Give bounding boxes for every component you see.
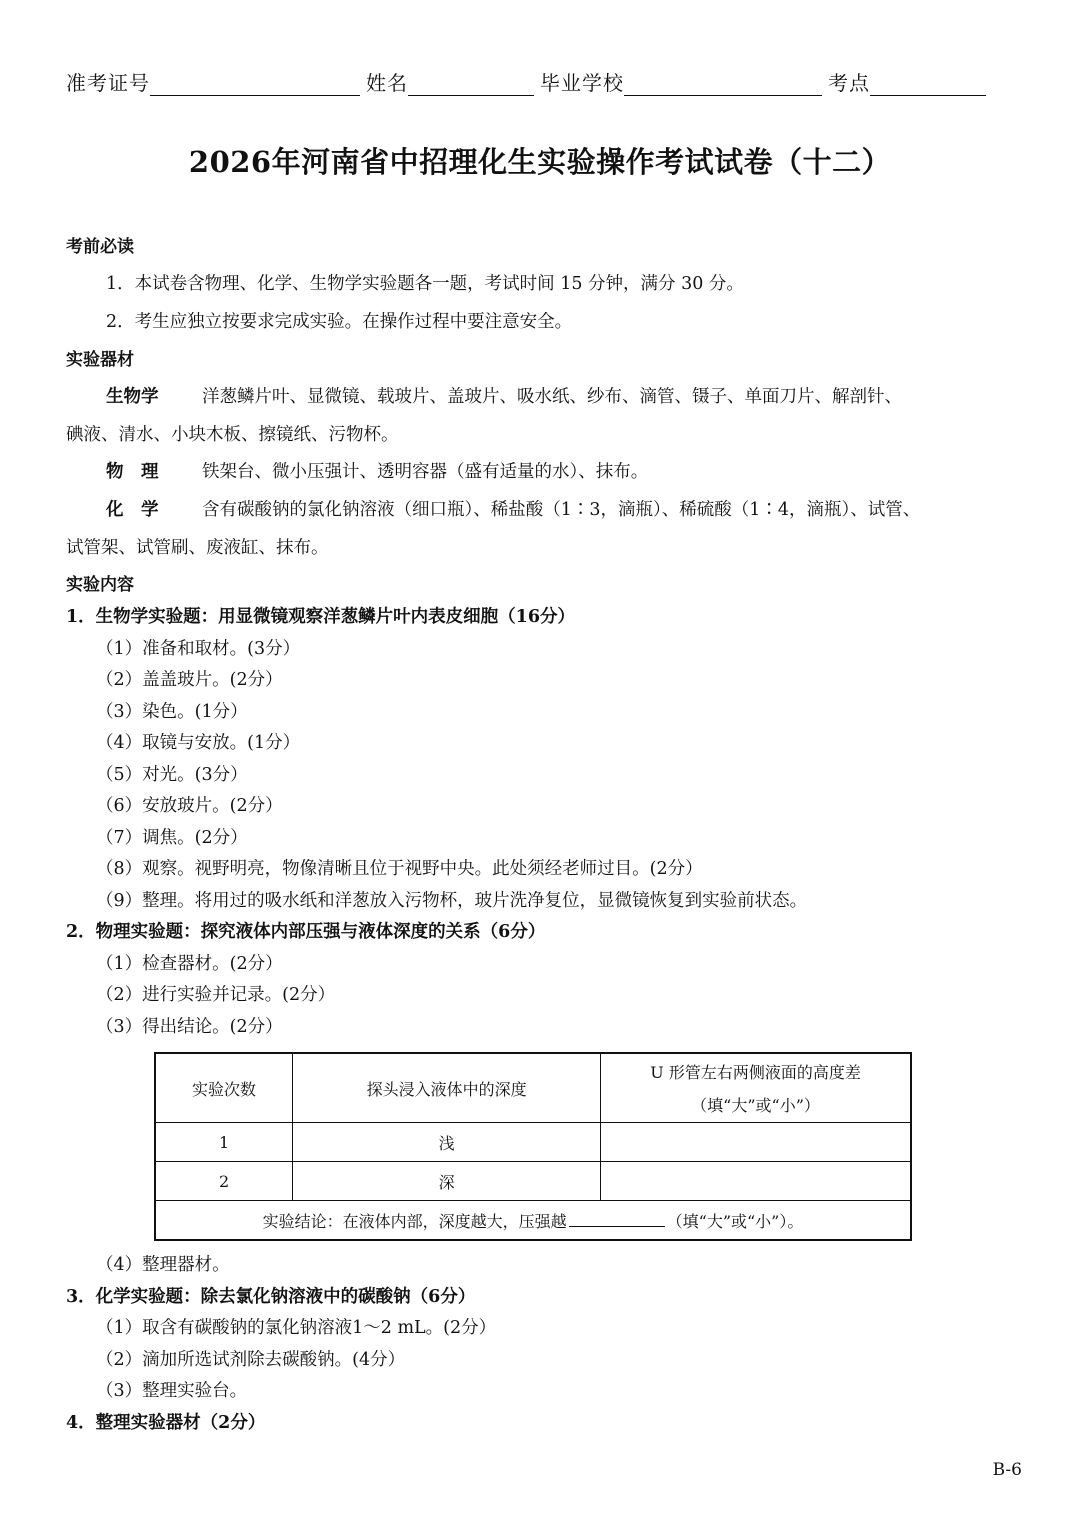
q1-title: 1．生物学实验题：用显微镜观察洋葱鳞片叶内表皮细胞（16分） <box>66 607 576 627</box>
col-height-diff-hint: （填“大”或“小”） <box>691 1096 820 1115</box>
materials-chemistry <box>106 496 920 521</box>
conclusion-cell <box>155 1201 911 1241</box>
q2-step: （2）进行实验并记录。(2分） <box>96 985 336 1005</box>
physics-label: 物 理 <box>106 462 159 482</box>
name-blank[interactable] <box>408 71 534 96</box>
q1-step: （7）调焦。(2分） <box>96 828 248 848</box>
col-height-diff-title: U 形管左右两侧液面的高度差 <box>650 1063 861 1082</box>
col-depth-header: 探头浸入液体中的深度 <box>293 1053 601 1123</box>
physics-materials-text: 铁架台、微小压强计、透明容器（盛有适量的水）、抹布。 <box>202 462 649 482</box>
q3-step: （2）滴加所选试剂除去碳酸钠。(4分） <box>96 1350 406 1370</box>
biology-materials-text: 洋葱鳞片叶、显微镜、载玻片、盖玻片、吸水纸、纱布、滴管、镊子、单面刀片、解剖针、 <box>202 387 902 407</box>
biology-label: 生物学 <box>106 387 159 407</box>
page-number: B-6 <box>992 1460 1022 1480</box>
q3-step: （1）取含有碳酸钠的氯化钠溶液1～2 mL。(2分） <box>96 1318 497 1338</box>
candidate-info-row <box>66 66 1018 96</box>
q2-title: 2．物理实验题：探究液体内部压强与液体深度的关系（6分） <box>66 922 546 942</box>
conclusion-row <box>155 1201 911 1241</box>
trial-number: 2 <box>155 1162 293 1201</box>
name-label: 姓名 <box>366 71 408 95</box>
table-row <box>155 1123 911 1162</box>
conclusion-text: 实验结论：在液体内部，深度越大，压强越 <box>262 1211 567 1231</box>
site-label: 考点 <box>828 71 870 95</box>
q4-title: 4．整理实验器材（2分） <box>66 1413 266 1433</box>
q1-step: （9）整理。将用过的吸水纸和洋葱放入污物杯，玻片洗净复位，显微镜恢复到实验前状态。 <box>96 891 808 911</box>
q3-step: （3）整理实验台。 <box>96 1381 248 1401</box>
materials-physics <box>106 458 648 483</box>
page-title: 2026年河南省中招理化生实验操作考试试卷（十二） <box>188 145 892 179</box>
notice-item: 1．本试卷含物理、化学、生物学实验题各一题，考试时间 15 分钟，满分 30 分。 <box>106 274 744 294</box>
q1-step: （8）观察。视野明亮，物像清晰且位于视野中央。此处须经老师过目。(2分） <box>96 859 703 879</box>
notice-item: 2．考生应独立按要求完成实验。在操作过程中要注意安全。 <box>106 312 573 332</box>
site-blank[interactable] <box>870 71 986 96</box>
col-height-diff-header <box>601 1053 911 1123</box>
q1-step: （1）准备和取材。(3分） <box>96 639 301 659</box>
materials-heading: 实验器材 <box>66 350 134 370</box>
table-row <box>155 1162 911 1201</box>
depth-value: 浅 <box>293 1123 601 1162</box>
conclusion-blank[interactable] <box>569 1210 665 1227</box>
depth-value: 深 <box>293 1162 601 1201</box>
q2-step: （4）整理器材。 <box>96 1255 230 1275</box>
conclusion-hint: （填“大”或“小”）。 <box>666 1211 804 1231</box>
admission-no-blank[interactable] <box>150 71 360 96</box>
record-table <box>154 1052 912 1241</box>
table-header-row <box>155 1053 911 1123</box>
content-heading: 实验内容 <box>66 575 134 595</box>
q1-step: （6）安放玻片。(2分） <box>96 796 283 816</box>
q1-step: （5）对光。(3分） <box>96 765 248 785</box>
q1-step: （3）染色。(1分） <box>96 702 248 722</box>
q1-step: （4）取镜与安放。(1分） <box>96 733 301 753</box>
school-blank[interactable] <box>624 71 822 96</box>
col-trial-header: 实验次数 <box>155 1053 293 1123</box>
trial-number: 1 <box>155 1123 293 1162</box>
chemistry-label: 化 学 <box>106 500 159 520</box>
chemistry-materials-text: 含有碳酸钠的氯化钠溶液（细口瓶）、稀盐酸（1∶3，滴瓶）、稀硫酸（1∶4，滴瓶）、试管、 <box>202 500 921 520</box>
q2-step: （3）得出结论。(2分） <box>96 1017 283 1037</box>
q2-step: （1）检查器材。(2分） <box>96 954 283 974</box>
admission-no-label: 准考证号 <box>66 71 150 95</box>
materials-biology <box>106 383 902 408</box>
school-label: 毕业学校 <box>540 71 624 95</box>
height-diff-answer[interactable] <box>601 1123 911 1162</box>
q3-title: 3．化学实验题：除去氯化钠溶液中的碳酸钠（6分） <box>66 1287 476 1307</box>
height-diff-answer[interactable] <box>601 1162 911 1201</box>
q1-step: （2）盖盖玻片。(2分） <box>96 670 283 690</box>
notice-heading: 考前必读 <box>66 237 134 257</box>
biology-materials-cont: 碘液、清水、小块木板、擦镜纸、污物杯。 <box>66 425 399 445</box>
chemistry-materials-cont: 试管架、试管刷、废液缸、抹布。 <box>66 538 329 558</box>
